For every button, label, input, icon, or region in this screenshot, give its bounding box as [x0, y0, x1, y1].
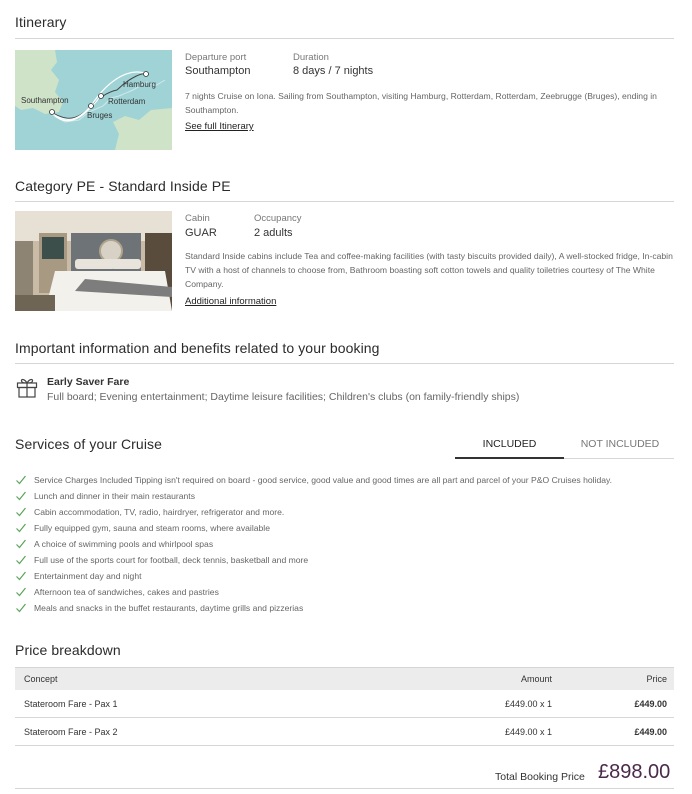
divider	[15, 788, 674, 789]
occupancy-label: Occupancy	[254, 213, 302, 224]
check-icon	[15, 586, 27, 598]
col-concept: Concept	[24, 674, 58, 684]
service-text: Afternoon tea of sandwiches, cakes and pastries	[34, 587, 219, 597]
table-row	[15, 718, 674, 746]
divider	[15, 201, 674, 202]
map-label-southampton: Southampton	[21, 96, 69, 105]
departure-value: Southampton	[185, 65, 251, 77]
cabin-value: GUAR	[185, 227, 217, 239]
map-label-rotterdam: Rotterdam	[108, 97, 146, 106]
list-item	[15, 568, 675, 584]
itinerary-description: 7 nights Cruise on Iona. Sailing from Southampton, visiting Hamburg, Rotterdam, Rotterdam, Zeebrugge (Bruges), ending in Southampton.	[185, 91, 657, 115]
list-item	[15, 552, 675, 568]
services-heading: Services of your Cruise	[15, 436, 163, 452]
total-label: Total Booking Price	[495, 771, 585, 783]
list-item	[15, 520, 675, 536]
category-heading: Category PE - Standard Inside PE	[15, 178, 231, 194]
tab-active-indicator	[455, 457, 564, 459]
see-full-itinerary-link[interactable]: See full Itinerary	[185, 121, 254, 132]
check-icon	[15, 506, 27, 518]
table-header	[15, 667, 674, 690]
list-item	[15, 584, 675, 600]
fare-description: Full board; Evening entertainment; Daytime leisure facilities; Children's clubs (on family-friendly ships)	[47, 391, 520, 403]
col-amount: Amount	[520, 674, 552, 684]
check-icon	[15, 538, 27, 550]
list-item	[15, 488, 675, 504]
service-text: Fully equipped gym, sauna and steam rooms, where available	[34, 523, 270, 533]
service-text: Service Charges Included Tipping isn't required on board - good service, good value and good times are all part and parcel of your P&O Cruises holiday.	[34, 475, 613, 485]
cabin-description: Standard Inside cabins include Tea and coffee-making facilities (with tasty biscuits provided daily), A well-stocked fridge, In-cabin TV with a host of channels to choose from, Bathroom boasting soft cotton towels and quality toiletries courtesy of The White Company.	[185, 251, 673, 289]
check-icon	[15, 522, 27, 534]
occupancy-value: 2 adults	[254, 227, 293, 239]
cabin-photo	[15, 211, 172, 311]
list-item	[15, 472, 675, 488]
check-icon	[15, 474, 27, 486]
tab-not-included[interactable]: NOT INCLUDED	[580, 438, 660, 450]
row-amount: £449.00 x 1	[504, 698, 552, 709]
check-icon	[15, 554, 27, 566]
check-icon	[15, 602, 27, 614]
services-list	[15, 472, 675, 616]
benefits-heading: Important information and benefits related to your booking	[15, 340, 380, 356]
itinerary-heading: Itinerary	[15, 14, 67, 30]
duration-value: 8 days / 7 nights	[293, 65, 374, 77]
service-text: Cabin accommodation, TV, radio, hairdryer, refrigerator and more.	[34, 507, 285, 517]
row-amount: £449.00 x 1	[504, 726, 552, 737]
map-label-bruges: Bruges	[87, 111, 113, 120]
map-label-hamburg: Hamburg	[123, 80, 156, 89]
check-icon	[15, 570, 27, 582]
service-text: Entertainment day and night	[34, 571, 142, 581]
row-price: £449.00	[634, 698, 667, 709]
service-text: Lunch and dinner in their main restaurants	[34, 491, 195, 501]
itinerary-map	[15, 50, 172, 150]
row-price: £449.00	[634, 726, 667, 737]
total-value: £898.00	[598, 761, 671, 783]
service-text: Meals and snacks in the buffet restaurants, daytime grills and pizzerias	[34, 603, 304, 613]
cabin-image	[15, 211, 172, 311]
fare-title: Early Saver Fare	[47, 376, 130, 388]
duration-label: Duration	[293, 52, 329, 63]
tab-included[interactable]: INCLUDED	[482, 438, 537, 450]
gift-icon	[15, 375, 39, 399]
departure-label: Departure port	[185, 52, 247, 63]
map-graphic	[15, 50, 172, 150]
additional-information-link[interactable]: Additional information	[185, 296, 277, 307]
row-concept: Stateroom Fare - Pax 1	[24, 698, 118, 709]
divider	[15, 38, 674, 39]
check-icon	[15, 490, 27, 502]
col-price: Price	[646, 674, 667, 684]
table-row	[15, 690, 674, 718]
price-table	[15, 667, 674, 746]
list-item	[15, 504, 675, 520]
price-heading: Price breakdown	[15, 642, 121, 658]
list-item	[15, 600, 675, 616]
divider	[15, 363, 674, 364]
row-concept: Stateroom Fare - Pax 2	[24, 726, 118, 737]
service-text: A choice of swimming pools and whirlpool spas	[34, 539, 214, 549]
cabin-label: Cabin	[185, 213, 210, 224]
service-text: Full use of the sports court for football, deck tennis, basketball and more	[34, 555, 309, 565]
list-item	[15, 536, 675, 552]
